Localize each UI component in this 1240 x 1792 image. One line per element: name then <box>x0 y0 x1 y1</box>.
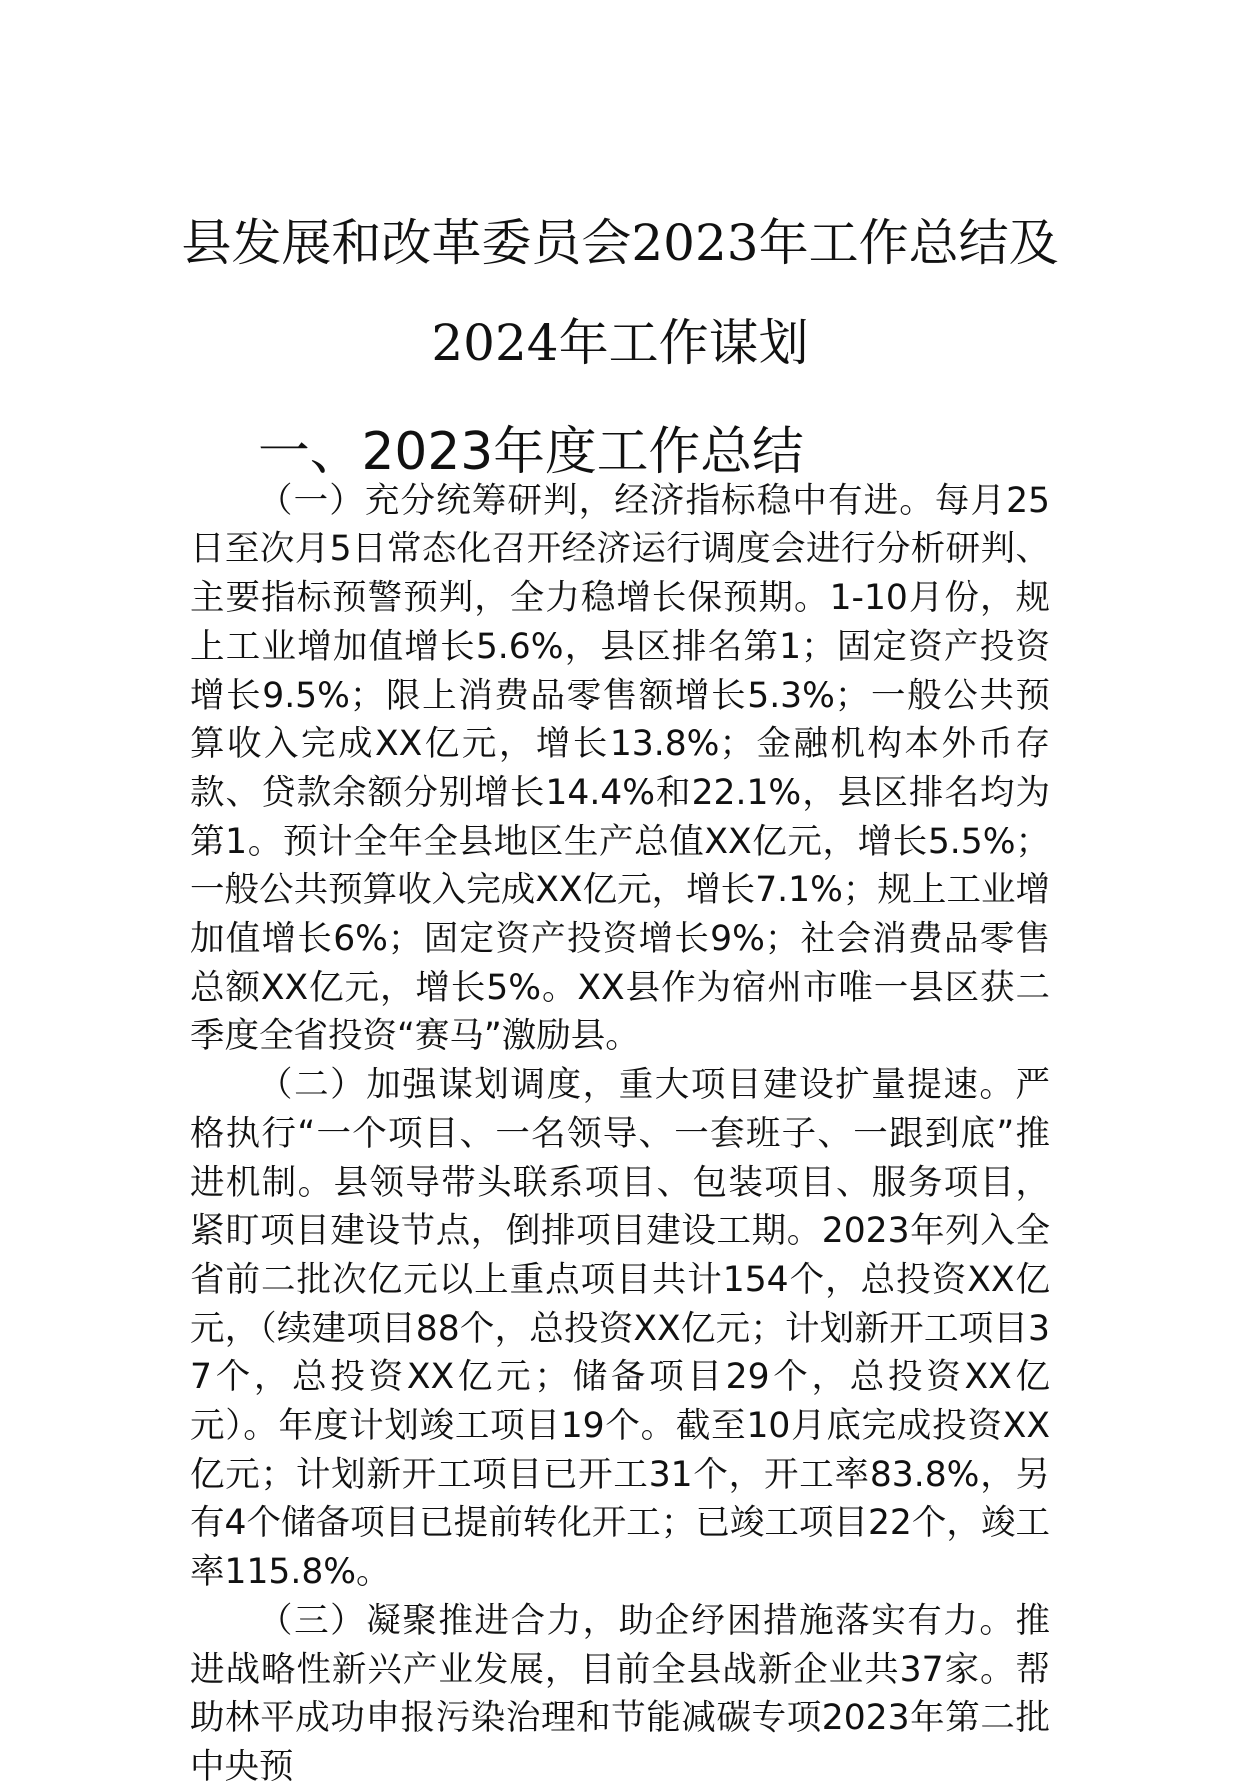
document-title-line-1: 县发展和改革委员会2023年工作总结及 <box>181 214 1059 272</box>
section-heading: 一、2023年度工作总结 <box>258 422 804 482</box>
paragraph-2: （二）加强谋划调度，重大项目建设扩量提速。严格执行“一个项目、一名领导、一套班子、一跟到底”推进机制。县领导带头联系项目、包装项目、服务项目，紧盯项目建设节点，倒排项目建设工期。2023年列入全省前二批次亿元以上重点项目共计154个，总投资XX亿元，（续建项目88个，总投资XX亿元；计划新开工项目37个，总投资XX亿元；储备项目29个，总投资XX亿元）。年度计划竣工项目19个。截至10月底完成投资XX亿元；计划新开工项目已开工31个，开工率83.8%，另有4个储备项目已提前转化开工；已竣工项目22个，竣工率115.8%。 <box>190 1065 1050 1593</box>
paragraph-1: （一）充分统筹研判，经济指标稳中有进。每月25日至次月5日常态化召开经济运行调度会进行分析研判、主要指标预警预判，全力稳增长保预期。1-10月份，规上工业增加值增长5.6%，县区排名第1；固定资产投资增长9.5%；限上消费品零售额增长5.3%；一般公共预算收入完成XX亿元，增长13.8%；金融机构本外币存款、贷款余额分别增长14.4%和22.1%，县区排名均为第1。预计全年全县地区生产总值XX亿元，增长5.5%；一般公共预算收入完成XX亿元，增长7.1%；规上工业增加值增长6%；固定资产投资增长9%；社会消费品零售总额XX亿元，增长5%。XX县作为宿州市唯一县区获二季度全省投资“赛马”激励县。 <box>190 480 1050 1057</box>
paragraph-3: （三）凝聚推进合力，助企纾困措施落实有力。推进战略性新兴产业发展，目前全县战新企业共37家。帮助林平成功申报污染治理和节能减碳专项2023年第二批中央预 <box>190 1600 1050 1787</box>
document-body <box>190 422 1050 1792</box>
document-title-line-2: 2024年工作谋划 <box>431 314 809 372</box>
